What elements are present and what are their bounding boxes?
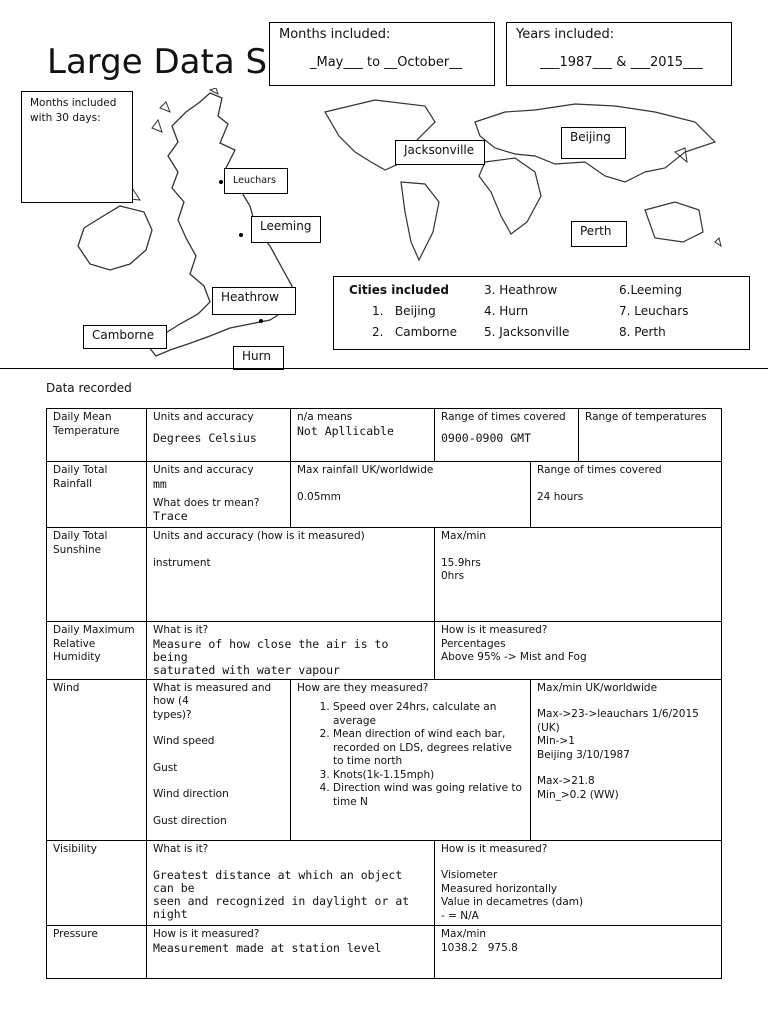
wind-how-item: 1. Speed over 24hrs, calculate an average xyxy=(333,701,524,728)
label-line-2: Temperature xyxy=(53,424,120,437)
cell-rainfall-units xyxy=(147,462,291,528)
wind-type-4: Gust direction xyxy=(153,814,227,827)
map-label-beijing: Beijing xyxy=(561,127,626,159)
cell-heading: How is it measured? xyxy=(153,928,260,940)
cell-value: mm xyxy=(153,476,167,491)
map-label-hurn: Hurn xyxy=(233,346,284,370)
data-recorded-heading: Data recorded xyxy=(46,381,132,395)
cell-heading: Max rainfall UK/worldwide xyxy=(297,464,434,476)
cell-value: Measurement made at station level xyxy=(153,940,382,955)
years-included-label: Years included: xyxy=(516,27,615,42)
city-7: 7. Leuchars xyxy=(619,304,689,318)
cell-heading: How is it measured? xyxy=(441,624,548,636)
cell-value: Greatest distance at which an object can be xyxy=(153,868,403,895)
cell-humidity-what xyxy=(147,622,435,680)
wind-type-1: Wind speed xyxy=(153,735,215,747)
cell-value-2: Above 95% -> Mist and Fog xyxy=(441,651,587,663)
label-line-2: Rainfall xyxy=(53,477,93,490)
city-5: 5. Jacksonville xyxy=(484,325,570,339)
row-pressure xyxy=(47,926,722,979)
label-line-1: Daily Maximum xyxy=(53,624,135,636)
wind-max-1: Max->23->leauchars 1/6/2015 (UK) xyxy=(537,708,699,734)
world-map xyxy=(315,92,735,272)
leuchars-dot xyxy=(219,180,223,184)
row-sunshine xyxy=(47,528,722,622)
cell-sunshine-maxmin xyxy=(435,528,722,622)
map-label-camborne: Camborne xyxy=(83,325,167,349)
cell-visibility-how xyxy=(435,840,722,926)
cell-heading: Max/min UK/worldwide xyxy=(537,681,658,694)
row-rainfall xyxy=(47,462,722,528)
heathrow-dot xyxy=(259,319,263,323)
label-line-2: Relative Humidity xyxy=(53,637,101,663)
cell-heading: Units and accuracy (how is it measured) xyxy=(153,530,365,542)
wind-max-5: Min_>0.2 (WW) xyxy=(537,788,619,801)
cell-heading: n/a means xyxy=(297,411,353,423)
cell-heading: What is it? xyxy=(153,842,209,855)
label-line-1: Daily Mean xyxy=(53,411,112,423)
label-rainfall xyxy=(47,462,147,528)
cell-temp-na xyxy=(291,409,435,462)
row-mean-temperature xyxy=(47,409,722,462)
wind-how-list xyxy=(297,701,524,809)
cell-heading: Max/min xyxy=(441,928,487,940)
city-3: 3. Heathrow xyxy=(484,283,558,297)
cell-value-2: 0hrs xyxy=(441,570,465,582)
label-visibility: Visibility xyxy=(47,840,147,926)
wind-type-3: Wind direction xyxy=(153,788,229,800)
cell-heading: Range of times covered xyxy=(537,464,662,476)
wind-how-item: 2. Mean direction of wind each bar, recorded on LDS, degrees relative to time north xyxy=(333,728,524,769)
cell-rainfall-range xyxy=(531,462,722,528)
city-8: 8. Perth xyxy=(619,325,666,339)
label-mean-temperature xyxy=(47,409,147,462)
cell-value-4: - = N/A xyxy=(441,909,479,922)
section-divider xyxy=(0,368,768,369)
city-2-name: Camborne xyxy=(394,325,457,339)
cell-heading: Range of temperatures xyxy=(585,411,707,423)
label-line-1: Daily Total xyxy=(53,464,108,476)
cell-value-2: seen and recognized in daylight or at night xyxy=(153,894,410,921)
cell-value: 0.05mm xyxy=(297,490,341,503)
cell-value-2: saturated with water vapour xyxy=(153,662,340,677)
cell-heading: How is it measured? xyxy=(441,842,548,855)
page-title: Large Data S xyxy=(47,42,268,82)
cell-heading: How are they measured? xyxy=(297,681,429,694)
cell-wind-what xyxy=(147,679,291,840)
map-label-heathrow: Heathrow xyxy=(212,287,296,315)
months-30-days-label-1: Months included xyxy=(30,97,117,109)
cell-heading-2: types)? xyxy=(153,708,192,721)
wind-max-4: Max->21.8 xyxy=(537,775,595,787)
label-line-2: Sunshine xyxy=(53,543,102,556)
cell-humidity-how xyxy=(435,622,722,680)
label-humidity xyxy=(47,622,147,680)
label-line-1: Daily Total xyxy=(53,530,108,542)
cell-heading: What is measured and how (4 xyxy=(153,681,272,707)
years-included-value: ___1987___ & ___2015___ xyxy=(540,55,703,70)
cell-wind-maxmin xyxy=(531,679,722,840)
city-1: 1. Beijing xyxy=(372,304,436,318)
cell-value: Measure of how close the air is to being xyxy=(153,636,389,664)
cell-value: Visiometer xyxy=(441,869,498,881)
city-6: 6.Leeming xyxy=(619,283,682,297)
cities-heading: Cities included xyxy=(349,283,449,297)
map-label-leuchars: Leuchars xyxy=(224,168,288,194)
cell-pressure-maxmin xyxy=(435,926,722,979)
months-30-days-box xyxy=(21,91,133,203)
cell-subheading: What does tr mean? xyxy=(153,496,260,509)
label-pressure: Pressure xyxy=(47,926,147,979)
row-humidity xyxy=(47,622,722,680)
cell-heading: What is it? xyxy=(153,624,209,636)
city-1-name: Beijing xyxy=(394,304,436,318)
months-included-value: _May___ to __October__ xyxy=(310,55,463,70)
wind-max-3: Beijing 3/10/1987 xyxy=(537,748,630,761)
cell-temp-range-temperatures xyxy=(579,409,722,462)
label-sunshine xyxy=(47,528,147,622)
cell-value: 24 hours xyxy=(537,490,584,503)
cell-value-2: Measured horizontally xyxy=(441,882,558,895)
wind-max-2: Min->1 xyxy=(537,735,575,747)
months-included-label: Months included: xyxy=(279,27,391,42)
cell-heading: Range of times covered xyxy=(441,411,566,423)
cell-value: 15.9hrs xyxy=(441,556,481,569)
cell-sunshine-units xyxy=(147,528,435,622)
cell-value: Percentages xyxy=(441,637,506,650)
leeming-dot xyxy=(239,233,243,237)
cell-value: Degrees Celsius xyxy=(153,430,257,445)
cell-temp-range xyxy=(435,409,579,462)
cell-temp-units xyxy=(147,409,291,462)
cell-value: instrument xyxy=(153,556,211,569)
cell-value-2: Trace xyxy=(153,509,188,523)
cell-value: 0900-0900 GMT xyxy=(441,430,532,445)
wind-how-item: 3. Knots(1k-1.15mph) xyxy=(333,769,524,783)
map-label-perth: Perth xyxy=(571,221,627,247)
years-included-box xyxy=(506,22,732,86)
cell-value: Not Apllicable xyxy=(297,423,394,438)
row-visibility xyxy=(47,840,722,926)
city-2: 2. Camborne xyxy=(372,325,457,339)
months-30-days-label-2: with 30 days: xyxy=(30,112,101,124)
cell-value-3: Value in decametres (dam) xyxy=(441,896,584,908)
label-wind: Wind xyxy=(47,679,147,840)
data-table xyxy=(46,408,722,979)
map-label-leeming: Leeming xyxy=(251,216,321,243)
cell-pressure-how xyxy=(147,926,435,979)
months-included-box xyxy=(269,22,495,86)
cell-heading: Units and accuracy xyxy=(153,411,254,423)
cell-visibility-what xyxy=(147,840,435,926)
row-wind xyxy=(47,679,722,840)
cell-heading: Units and accuracy xyxy=(153,464,254,476)
cell-value: 1038.2 975.8 xyxy=(441,941,518,954)
cell-rainfall-max xyxy=(291,462,531,528)
cell-heading: Max/min xyxy=(441,530,487,542)
map-label-jacksonville: Jacksonville xyxy=(395,140,485,165)
cities-included-box xyxy=(333,276,750,350)
wind-how-item: 4. Direction wind was going relative to time N xyxy=(333,782,524,809)
city-4: 4. Hurn xyxy=(484,304,529,318)
cell-wind-how xyxy=(291,679,531,840)
wind-type-2: Gust xyxy=(153,761,178,774)
